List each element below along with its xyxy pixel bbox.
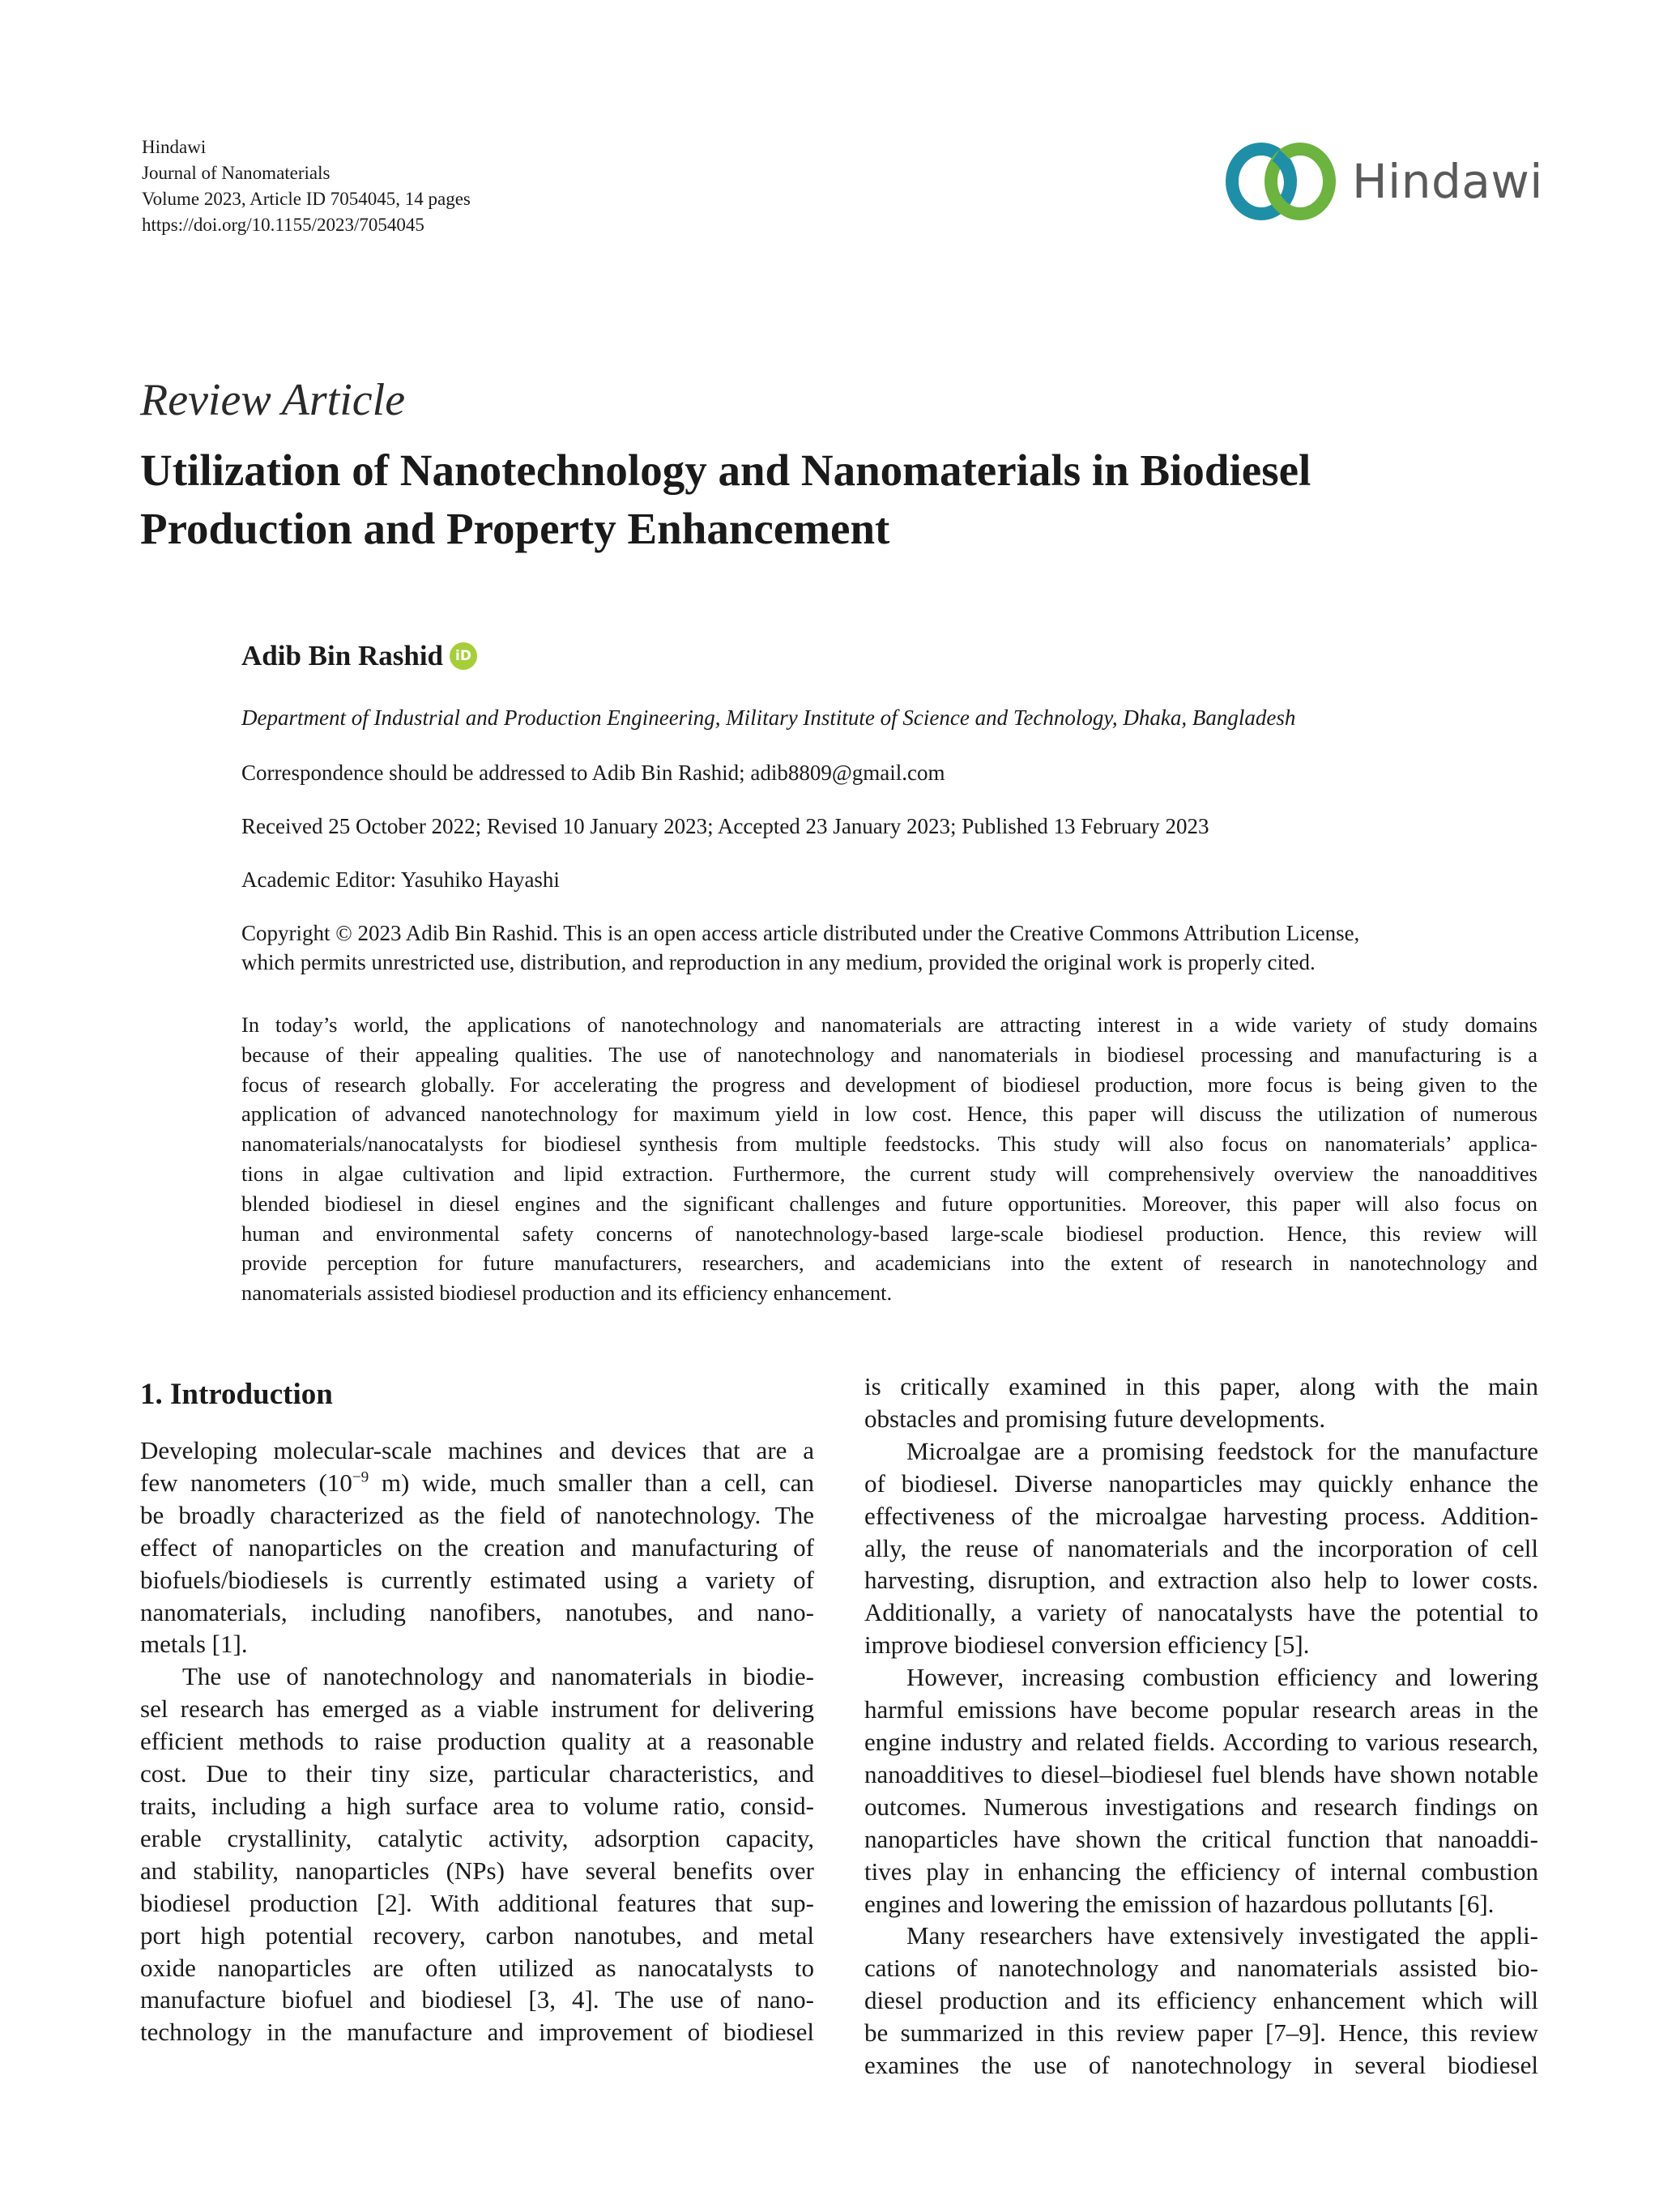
body-line: engines and lowering the emission of hazardous pollutants [6]. (864, 1889, 1495, 1918)
body-line: be broadly characterized as the field of nanotechnology. The (140, 1500, 814, 1529)
copyright-line: which permits unrestricted use, distribution, and reproduction in any medium, provided the original work is properly cited. (241, 950, 1316, 974)
body-line: Developing molecular-scale machines and devices that are a (140, 1436, 814, 1464)
abstract-line: human and environmental safety concerns of nanotechnology-based large-scale biodiesel production. Hence, this review will (241, 1221, 1537, 1246)
abstract-line: nanomaterials/nanocatalysts for biodiesel synthesis from multiple feedstocks. This study will also focus on nanomaterials’ applica- (241, 1132, 1537, 1157)
body-line: cost. Due to their tiny size, particular characteristics, and (140, 1759, 814, 1788)
title-line: Utilization of Nanotechnology and Nanomaterials in Biodiesel (140, 445, 1311, 495)
body-line: biofuels/biodiesels is currently estimated using a variety of (140, 1565, 814, 1594)
body-line: However, increasing combustion efficiency and lowering (906, 1663, 1538, 1692)
body-line: erable crystallinity, catalytic activity, adsorption capacity, (140, 1823, 814, 1852)
volume-info: Volume 2023, Article ID 7054045, 14 pages (142, 189, 471, 209)
body-line: be summarized in this review paper [7–9]. Hence, this review (864, 2018, 1538, 2048)
body-line: improve biodiesel conversion efficiency [5]. (864, 1630, 1310, 1660)
abstract-line: because of their appealing qualities. The use of nanotechnology and nanomaterials in biodiesel processing and manufacturing is a (241, 1042, 1537, 1067)
body-line: nanoadditives to diesel–biodiesel fuel blends have shown notable (864, 1759, 1538, 1788)
affiliation: Department of Industrial and Production Engineering, Military Institute of Science and Technology, Dhaka, Bangladesh (241, 705, 1296, 730)
body-line: Microalgae are a promising feedstock for the manufacture (906, 1436, 1538, 1465)
title-line: Production and Property Enhancement (140, 504, 890, 553)
body-text: few nanometers (10 (140, 1468, 352, 1497)
body-line: examines the use of nanotechnology in several biodiesel (864, 2051, 1538, 2080)
body-line: diesel production and its efficiency enhancement which will (864, 1986, 1538, 2015)
journal-info (142, 134, 471, 238)
body-line: biodiesel production [2]. With additional features that sup- (140, 1888, 814, 1917)
body-line: effect of nanoparticles on the creation and manufacturing of (140, 1532, 814, 1562)
logo-text: Hindawi (1352, 154, 1543, 209)
publication-dates: Received 25 October 2022; Revised 10 January 2023; Accepted 23 January 2023; Published 13 February 2023 (241, 814, 1209, 838)
body-line: obstacles and promising future developments. (864, 1404, 1326, 1433)
hindawi-logo-icon (1219, 136, 1346, 227)
body-line: ally, the reuse of nanomaterials and the incorporation of cell (864, 1533, 1538, 1562)
hindawi-logo[interactable] (1219, 136, 1543, 227)
abstract-line: application of advanced nanotechnology for maximum yield in low cost. Hence, this paper will discuss the utilization of numerous (241, 1102, 1537, 1127)
body-line: harmful emissions have become popular research areas in the (864, 1695, 1538, 1724)
body-line: Many researchers have extensively investigated the appli- (906, 1921, 1538, 1950)
left-column (140, 1434, 814, 2048)
right-column (864, 1370, 1538, 2082)
body-line: engine industry and related fields. According to various research, (864, 1727, 1538, 1756)
publisher-name: Hindawi (142, 137, 207, 157)
body-line: and stability, nanoparticles (NPs) have several benefits over (140, 1856, 814, 1885)
abstract-line: blended biodiesel in diesel engines and the significant challenges and future opportunities. Moreover, this paper will also focus on (241, 1191, 1537, 1216)
body-line: sel research has emerged as a viable instrument for delivering (140, 1694, 814, 1724)
abstract-line: provide perception for future manufacturers, researchers, and academicians into the extent of research in nanotechnology and (241, 1251, 1537, 1276)
body-line: is critically examined in this paper, along with the main (864, 1372, 1538, 1400)
body-line: cations of nanotechnology and nanomaterials assisted bio- (864, 1954, 1538, 1983)
body-line: port high potential recovery, carbon nanotubes, and metal (140, 1920, 814, 1950)
orcid-icon[interactable]: iD (450, 642, 477, 670)
abstract-line: tions in algae cultivation and lipid extraction. Furthermore, the current study will comprehensively overview the nanoadditives (241, 1161, 1537, 1186)
body-line: efficient methods to raise production quality at a reasonable (140, 1727, 814, 1756)
superscript: −9 (352, 1468, 369, 1486)
author-row (241, 640, 477, 672)
body-line: nanoparticles have shown the critical function that nanoaddi- (864, 1824, 1538, 1853)
body-line: technology in the manufacture and improvement of biodiesel (140, 2018, 814, 2047)
article-type: Review Article (140, 375, 406, 425)
section-heading: 1. Introduction (140, 1378, 333, 1411)
abstract-line: focus of research globally. For accelerating the progress and development of biodiesel production, more focus is being given to the (241, 1072, 1537, 1097)
author-name[interactable]: Adib Bin Rashid (241, 640, 444, 671)
body-line: nanomaterials, including nanofibers, nanotubes, and nano- (140, 1597, 814, 1626)
article-title (140, 441, 1550, 558)
academic-editor: Academic Editor: Yasuhiko Hayashi (241, 867, 560, 892)
body-line: manufacture biofuel and biodiesel [3, 4]. The use of nano- (140, 1985, 814, 2014)
copyright-notice (241, 918, 1546, 977)
body-line: traits, including a high surface area to volume ratio, consid- (140, 1791, 814, 1820)
abstract (241, 1010, 1537, 1308)
body-text: m) wide, much smaller than a cell, can (369, 1468, 814, 1497)
copyright-line: Copyright © 2023 Adib Bin Rashid. This is an open access article distributed under the Creative Commons Attribution License, (241, 921, 1360, 945)
journal-name: Journal of Nanomaterials (142, 163, 331, 183)
body-line: of biodiesel. Diverse nanoparticles may quickly enhance the (864, 1468, 1538, 1498)
body-line: The use of nanotechnology and nanomaterials in biodie- (182, 1662, 814, 1691)
body-line: harvesting, disruption, and extraction also help to lower costs. (864, 1566, 1538, 1595)
body-line: metals [1]. (140, 1630, 248, 1659)
body-line (140, 1467, 814, 1499)
body-line: effectiveness of the microalgae harvesting process. Addition- (864, 1501, 1538, 1530)
correspondence: Correspondence should be addressed to Adib Bin Rashid; adib8809@gmail.com (241, 761, 945, 785)
abstract-line: nanomaterials assisted biodiesel production and its efficiency enhancement. (241, 1281, 893, 1306)
body-line: outcomes. Numerous investigations and research findings on (864, 1792, 1538, 1821)
doi-link[interactable]: https://doi.org/10.1155/2023/7054045 (142, 215, 424, 235)
abstract-line: In today’s world, the applications of nanotechnology and nanomaterials are attracting interest in a wide variety of study domains (241, 1012, 1537, 1037)
body-line: oxide nanoparticles are often utilized as nanocatalysts to (140, 1953, 814, 1982)
body-line: tives play in enhancing the efficiency of internal combustion (864, 1856, 1538, 1886)
body-line: Additionally, a variety of nanocatalysts have the potential to (864, 1598, 1538, 1627)
